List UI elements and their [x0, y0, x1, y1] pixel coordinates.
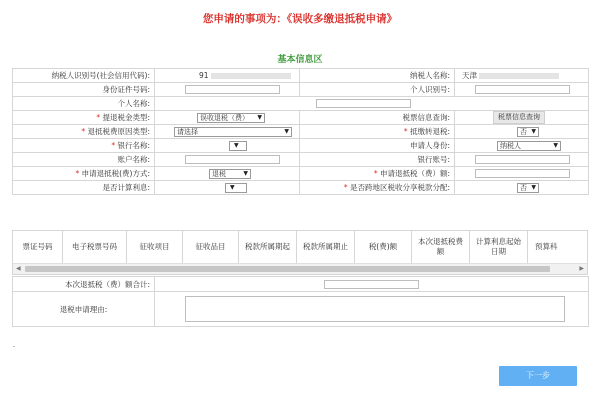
bank-account-input[interactable] — [475, 155, 570, 164]
taxpayer-id-cell — [155, 69, 300, 83]
horizontal-scrollbar[interactable] — [13, 263, 587, 274]
personal-name-input[interactable] — [316, 99, 411, 108]
form-row — [13, 83, 589, 97]
scroll-left-icon[interactable]: ◀ — [16, 265, 21, 272]
refund-amount-label: * 申请退抵税（费）额: — [300, 167, 455, 181]
grid-column-header: 计算利息起始日期 — [470, 231, 528, 263]
personal-name-label: 个人名称: — [13, 97, 155, 111]
scrollbar-thumb[interactable] — [25, 266, 550, 272]
refund-method-label: * 申请退抵税(费)方式: — [13, 167, 155, 181]
decorative-dot — [13, 346, 15, 347]
cross-region-label: * 是否跨地区税收分享税款分配: — [300, 181, 455, 195]
refund-type-select[interactable]: 误收退税（费） ▼ — [197, 113, 265, 123]
form-row — [13, 69, 589, 83]
grid-column-header: 本次退抵税费额 — [412, 231, 470, 263]
calc-interest-label: 是否计算利息: — [13, 181, 155, 195]
refund-method-cell — [155, 167, 300, 181]
bank-name-label: * 银行名称: — [13, 139, 155, 153]
reason-label: 退税申请理由: — [13, 292, 155, 327]
summary-row — [13, 277, 589, 292]
grid-column-header: 电子税票号码 — [63, 231, 127, 263]
applicant-identity-label: 申请人身份: — [300, 139, 455, 153]
calc-interest-select[interactable] — [225, 183, 247, 193]
calc-interest-cell — [155, 181, 300, 195]
grid-column-header: 预算科 — [535, 242, 558, 251]
chevron-down-icon: ▼ — [553, 142, 558, 149]
bank-account-cell — [455, 153, 589, 167]
summary-table — [12, 276, 589, 327]
form-row — [13, 97, 589, 111]
reason-type-cell — [155, 125, 300, 139]
form-row — [13, 153, 589, 167]
account-name-cell — [155, 153, 300, 167]
next-step-button[interactable]: 下一步 — [499, 366, 577, 386]
redacted-mask — [211, 73, 291, 79]
ticket-query-button[interactable]: 税票信息查询 — [493, 111, 545, 124]
chevron-down-icon: ▼ — [531, 184, 536, 191]
basic-info-form — [12, 68, 589, 195]
cross-region-cell — [455, 181, 589, 195]
personal-id-input[interactable] — [475, 85, 570, 94]
bank-name-cell — [155, 139, 300, 153]
form-row — [13, 111, 589, 125]
form-row — [13, 125, 589, 139]
offset-cell — [455, 125, 589, 139]
reason-cell — [155, 292, 589, 327]
taxpayer-id-value: 91 — [199, 71, 209, 80]
personal-id-cell — [455, 83, 589, 97]
grid-column-header: 税款所属期起 — [239, 231, 297, 263]
offset-select[interactable]: 否 ▼ — [517, 127, 539, 137]
redacted-mask — [479, 73, 559, 79]
reason-type-label: * 退抵税费原因类型: — [13, 125, 155, 139]
section-title: 基本信息区 — [277, 55, 323, 65]
refund-amount-input[interactable] — [475, 169, 570, 178]
taxpayer-name-value: 天津 — [462, 71, 477, 80]
chevron-down-icon: ▼ — [234, 142, 239, 149]
cross-region-select[interactable]: 否 ▼ — [517, 183, 539, 193]
grid-header — [13, 231, 587, 263]
form-row — [13, 139, 589, 153]
grid-column-header: 票证号码 — [13, 231, 63, 263]
form-row — [13, 181, 589, 195]
taxpayer-name-cell — [455, 69, 589, 83]
chevron-down-icon: ▼ — [230, 184, 235, 191]
ticket-query-label: 税票信息查询: — [300, 111, 455, 125]
refund-method-select[interactable]: 退税 ▼ — [209, 169, 251, 179]
applicant-identity-select[interactable]: 纳税人 ▼ — [497, 141, 561, 151]
scroll-right-icon[interactable]: ▶ — [579, 265, 584, 272]
total-cell — [155, 277, 589, 292]
refund-type-cell — [155, 111, 300, 125]
form-row — [13, 167, 589, 181]
account-name-label: 账户名称: — [13, 153, 155, 167]
personal-name-cell — [155, 97, 589, 111]
taxpayer-name-label: 纳税人名称: — [300, 69, 455, 83]
grid-column-header: 税(费)额 — [355, 231, 412, 263]
id-doc-no-input[interactable] — [185, 85, 280, 94]
chevron-down-icon: ▼ — [243, 170, 248, 177]
offset-label: * 抵缴转退税: — [300, 125, 455, 139]
chevron-down-icon: ▼ — [531, 128, 536, 135]
grid-column-header: 征收项目 — [127, 231, 183, 263]
chevron-down-icon: ▼ — [257, 114, 262, 121]
account-name-input[interactable] — [185, 155, 280, 164]
id-doc-no-label: 身份证件号码: — [13, 83, 155, 97]
total-amount-input[interactable] — [324, 280, 419, 289]
refund-amount-cell — [455, 167, 589, 181]
grid-column-header: 征收品目 — [183, 231, 239, 263]
applicant-identity-cell — [455, 139, 589, 153]
grid-column-header: 税款所属期止 — [297, 231, 355, 263]
id-doc-no-cell — [155, 83, 300, 97]
summary-row — [13, 292, 589, 327]
taxpayer-id-label: 纳税人识别号(社会信用代码): — [13, 69, 155, 83]
personal-id-label: 个人识别号: — [300, 83, 455, 97]
tax-ticket-grid — [12, 230, 588, 275]
bank-account-label: 银行账号: — [300, 153, 455, 167]
reason-type-select[interactable]: 请选择 ▼ — [174, 127, 292, 137]
total-label: 本次退抵税（费）额合计: — [13, 277, 155, 292]
refund-type-label: * 提退税金类型: — [13, 111, 155, 125]
chevron-down-icon: ▼ — [284, 128, 289, 135]
page-title: 您申请的事项为：《误收多缴退抵税申请》 — [202, 13, 398, 25]
reason-textarea[interactable] — [185, 296, 565, 322]
bank-name-select[interactable] — [229, 141, 247, 151]
ticket-query-cell — [455, 111, 589, 125]
